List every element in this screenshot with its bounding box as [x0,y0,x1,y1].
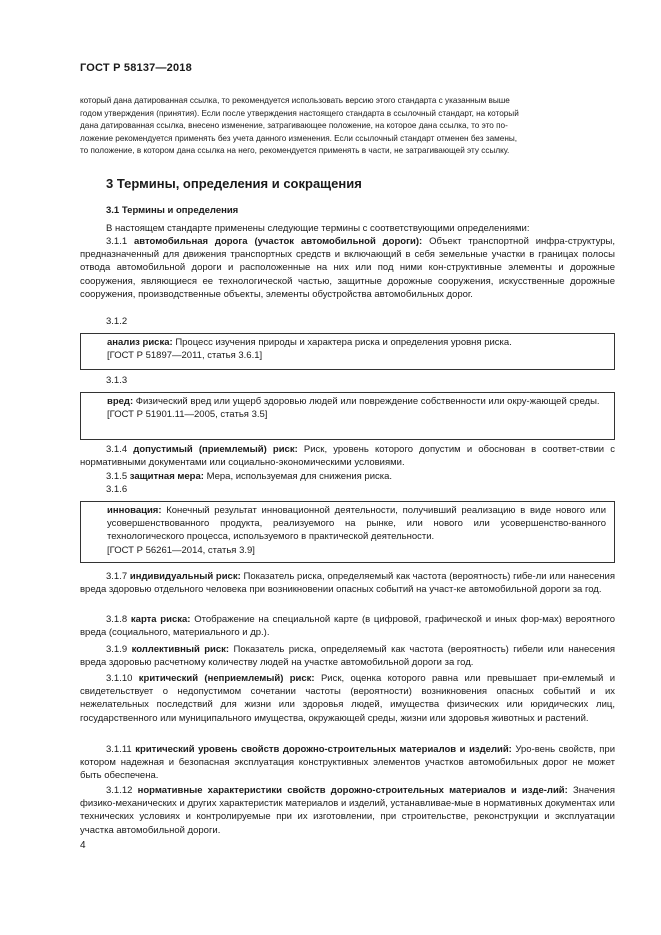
term-definition: Физический вред или ущерб здоровью людей или повреждение собственности или окру-жающей среды. [135,396,600,407]
term-3-1-7 [80,570,615,596]
term-3-1-12 [80,784,615,837]
subsection-title: 3.1 Термины и определения [106,205,239,216]
term-definition: Конечный результат инновационной деятельности, получивший реализацию в виде нового или усовершенствованного продукта, реализуемого на рынке, или нового или усовершенство-ванного технологического процесса, используемого в практической деятельности. [107,505,606,543]
term-3-1-9 [80,643,615,669]
document-header: ГОСТ Р 58137—2018 [80,62,192,74]
term-3-1-6-box [80,501,615,563]
term-3-1-1 [80,235,615,301]
intro-line: годом утверждения (принятия). Если после утверждения настоящего стандарта в ссылочный стандарт, на который [80,108,519,118]
term-3-1-10 [80,672,615,725]
term-number: 3.1.10 [106,673,133,684]
term-reference: [ГОСТ Р 51897—2011, статья 3.6.1] [107,350,263,362]
term-definition: Риск, уровень которого допустим и обоснован в соответ-ствии с нормативными документами или социально-экономическими условиями. [80,444,616,469]
term-3-1-2-box [80,333,615,370]
term-3-1-2-number [80,315,615,328]
term-3-1-8 [80,613,615,639]
term-number: 3.1.1 [106,236,128,247]
term-number: 3.1.4 [106,444,128,455]
term-definition: Объект транспортной инфра-структуры, предназначенный для движения транспортных средств и включающий в себя земельные участки в границах полосы отвода автомобильной дороги и расположенные на них или под ними кон-структивные элементы и дорожные сооружения, являющиеся ее технологической частью, защитные дорожные сооружения, искусственные дорожные сооружения, производственные объекты, элементы обустройства автомобильных дорог. [80,236,615,300]
intro-line: который дана датированная ссылка, то рекомендуется использовать версию этого стандарта с указанным выше [80,96,510,105]
term-number: 3.1.8 [106,614,128,625]
term-number: 3.1.12 [106,785,133,796]
term-name: коллективный риск: [131,644,230,655]
term-number: 3.1.11 [106,744,132,755]
term-name: критический уровень свойств дорожно-строительных материалов и изделий: [135,744,512,755]
lead-text: В настоящем стандарте применены следующие термины с соответствующими определениями: [106,223,530,234]
intro-line: ложение рекомендуется применять без учета данного изменения. Если ссылочный стандарт отменен без замены, [80,133,518,143]
term-3-1-6-number [80,483,615,496]
term-definition: Отображение на специальной карте (в цифровой, графической и иных фор-мах) вероятного вреда (социального, материального и др.). [80,614,616,639]
term-definition: Уро-вень свойств, при котором надежная и безопасная эксплуатация конструктивных элементов участков автомобильных дорог не может быть обеспечена. [80,744,616,782]
term-definition: Показатель риска, определяемый как частота (вероятность) гибели или нанесения вреда здоровью расчетному количеству людей на участке автомобильной дороги за год. [80,644,616,669]
term-reference: [ГОСТ Р 51901.11—2005, статья 3.5] [107,409,268,421]
term-reference: [ГОСТ Р 56261—2014, статья 3.9] [107,544,255,556]
term-name: инновация: [107,505,162,516]
intro-paragraph [80,95,615,158]
term-3-1-4 [80,443,615,469]
term-definition: Значения физико-механических и других характеристик материалов и изделий, устанавливае-мые в нормативных документах или технических условиях и контролируемые при их изготовлении, при строительстве, реконструкции и эксплуатации участка автомобильной дороги. [80,785,615,836]
term-definition: Мера, используемая для снижения риска. [206,471,393,482]
term-3-1-5 [80,470,615,483]
term-number: 3.1.3 [106,375,128,386]
term-number: 3.1.6 [106,484,128,495]
term-definition: Риск, оценка которого равна или превышает при-емлемый и свидетельствует о недопустимом сочетании частоты (вероятности) возникновения опасных событий и их нежелательных последствий для жизни или здоровья людей, имущества физических или юридических лиц, государственного или муниципального имущества, окружающей среды, жизни или здоровья животных и растений. [80,673,616,724]
term-name: карта риска: [130,614,191,625]
term-number: 3.1.9 [106,644,128,655]
term-name: нормативные характеристики свойств дорожно-строительных материалов и изде-лий: [137,785,568,796]
term-name: защитная мера: [129,471,204,482]
term-name: допустимый (приемлемый) риск: [133,444,298,455]
term-name: вред: [107,396,134,407]
term-3-1-3-box [80,392,615,440]
intro-line: то положение, в котором дана ссылка на него, рекомендуется применять в части, не затрагивающей эту ссылку. [80,146,510,156]
term-name: индивидуальный риск: [129,571,241,582]
term-name: автомобильная дорога (участок автомобильной дороги): [134,236,423,247]
term-3-1-3-number [80,374,615,387]
section-title: 3 Термины, определения и сокращения [106,176,362,191]
term-name: критический (неприемлемый) риск: [138,673,315,684]
term-number: 3.1.5 [106,471,128,482]
term-definition: Показатель риска, определяемый как частота (вероятность) гибе-ли или нанесения вреда здоровью отдельного человека при возникновении опасных событий на участ-ке автомобильной дороги за год. [80,571,615,596]
term-3-1-11 [80,743,615,783]
lead-paragraph [80,222,615,235]
term-number: 3.1.2 [106,316,128,327]
term-name: анализ риска: [107,337,173,348]
intro-line: дана датированная ссылка, внесено изменение, затрагивающее положение, на которое дана ссылка, то это по- [80,121,508,131]
term-definition: Процесс изучения природы и характера риска и определения уровня риска. [175,337,512,348]
term-number: 3.1.7 [106,571,128,582]
page-number: 4 [80,840,86,851]
